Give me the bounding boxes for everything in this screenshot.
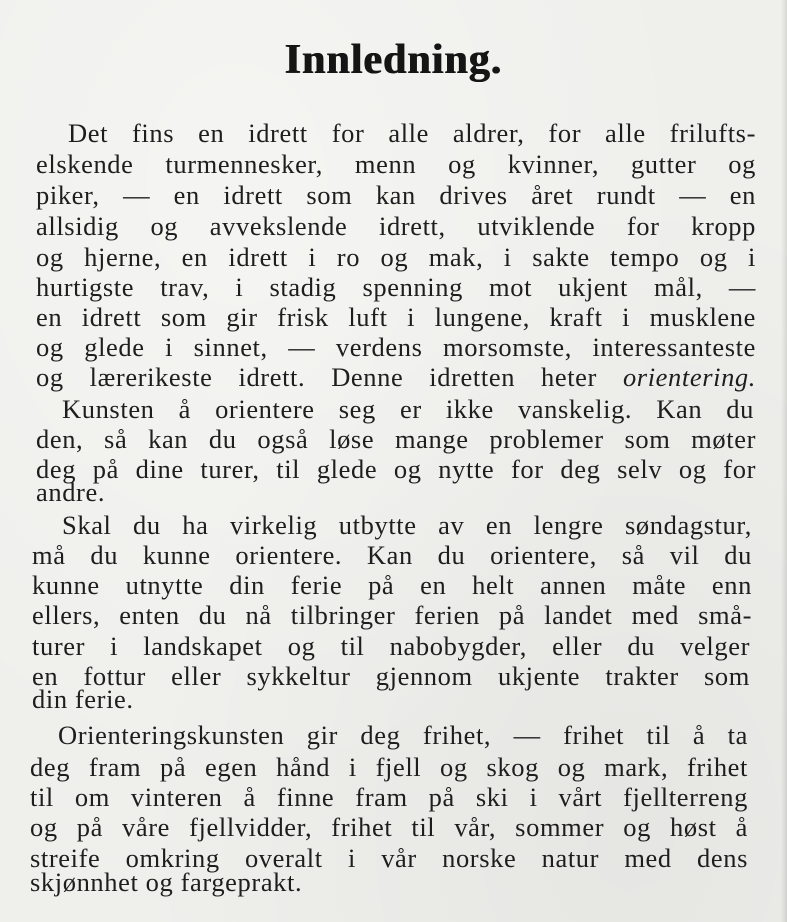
text-line: Orienteringskunsten gir deg frihet, — frihet til å ta (58, 720, 748, 750)
text-line: og hjerne, en idrett i ro og mak, i sakte tempo og i (36, 242, 756, 272)
text-line: hurtigste trav, i stadig spenning mot ukjent mål, — (36, 272, 756, 302)
text-line: og glede i sinnet, — verdens morsomste, interessanteste (36, 332, 756, 362)
text-line: deg på dine turer, til glede og nytte for deg selv og for (36, 454, 756, 484)
text-line: ellers, enten du nå tilbringer ferien på landet med små- (32, 600, 752, 630)
text-line-with-italic (36, 362, 756, 392)
line-text: og lærerikeste idrett. Denne idretten heter (36, 362, 623, 392)
text-line: kunne utnytte din ferie på en helt annen måte enn (32, 570, 752, 600)
text-line: må du kunne orientere. Kan du orientere, så vil du (32, 540, 752, 570)
italic-term: orientering. (622, 362, 756, 392)
text-line: Kunsten å orientere seg er ikke vanskelig. Kan du (62, 394, 754, 424)
text-line: skjønnhet og fargeprakt. (30, 867, 303, 897)
text-line: streife omkring overalt i vår norske natur med dens (30, 843, 748, 873)
page-title: Innledning. (284, 37, 503, 83)
text-line: andre. (36, 477, 106, 507)
text-line: piker, — en idrett som kan drives året rundt — en (36, 180, 756, 210)
text-line: deg fram på egen hånd i fjell og skog og mark, frihet (30, 752, 748, 782)
text-line: en idrett som gir frisk luft i lungene, kraft i musklene (36, 302, 756, 332)
text-line: den, så kan du også løse mange problemer som møter (36, 424, 756, 454)
text-line: turer i landskapet og til nabobygder, eller du velger (32, 631, 750, 661)
text-line: til om vinteren å finne fram på ski i vårt fjellterreng (30, 782, 748, 812)
text-line: allsidig og avvekslende idrett, utviklende for kropp (36, 211, 756, 241)
text-line: din ferie. (32, 684, 134, 714)
text-line: Det fins en idrett for alle aldrer, for alle frilufts- (68, 118, 756, 148)
text-line: en fottur eller sykkeltur gjennom ukjente trakter som (32, 661, 750, 691)
page-edge-shadow (781, 0, 787, 922)
text-line: Skal du ha virkelig utbytte av en lengre søndagstur, (62, 510, 752, 540)
text-line: og på våre fjellvidder, frihet til vår, sommer og høst å (30, 812, 748, 842)
text-line: elskende turmennesker, menn og kvinner, gutter og (36, 149, 756, 179)
